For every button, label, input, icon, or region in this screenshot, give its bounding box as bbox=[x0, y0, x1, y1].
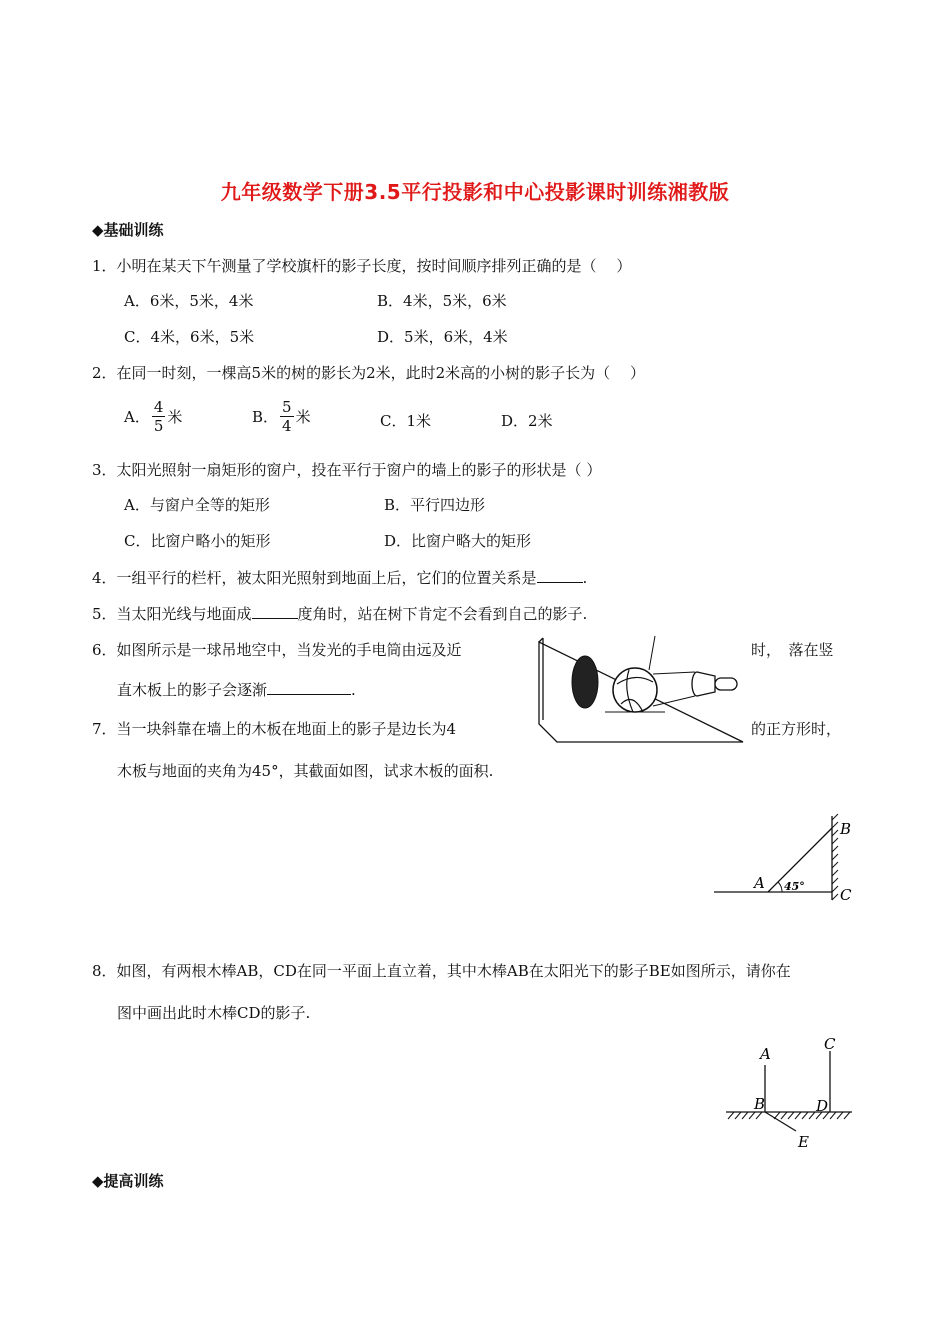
question-7-line-2: 木板与地面的夹角为45°，其截面如图，试求木板的面积. bbox=[117, 762, 494, 780]
option-unit: 米 bbox=[167, 408, 183, 426]
flashlight-neck bbox=[697, 672, 715, 696]
question-1-option-d: D．5米，6米，4米 bbox=[377, 328, 508, 346]
fraction-denominator: 4 bbox=[282, 417, 292, 435]
point-label-b: B bbox=[754, 1095, 766, 1113]
answer-blank bbox=[537, 568, 583, 583]
question-3-stem: 3．太阳光照射一扇矩形的窗户，投在平行于窗户的墙上的影子的形状是（ ） bbox=[92, 461, 602, 479]
fraction-denominator: 5 bbox=[153, 417, 164, 435]
question-8-line-2: 图中画出此时木棒CD的影子. bbox=[117, 1004, 311, 1022]
question-2-stem: 2．在同一时刻，一棵高5米的树的影长为2米，此时2米高的小树的影子长为（ ） bbox=[92, 364, 645, 382]
option-label: B． bbox=[252, 408, 279, 426]
flashlight-handle bbox=[715, 678, 737, 690]
question-5-pre: 5．当太阳光线与地面成 bbox=[92, 605, 252, 623]
question-7-line-1-left: 7．当一块斜靠在墙上的木板在地面上的影子是边长为4 bbox=[92, 720, 457, 738]
question-5 bbox=[92, 603, 587, 624]
string bbox=[649, 636, 655, 670]
fraction bbox=[280, 398, 294, 435]
ground-hatching bbox=[728, 1112, 850, 1119]
question-2-option-b bbox=[252, 398, 311, 435]
question-6-line-2 bbox=[117, 679, 356, 700]
question-2-option-c: C．1米 bbox=[380, 412, 432, 430]
point-label-c: C bbox=[824, 1035, 836, 1053]
question-4-text: 4．一组平行的栏杆，被太阳光照射到地面上后，它们的位置关系是 bbox=[92, 569, 537, 587]
fraction-numerator: 4 bbox=[153, 398, 164, 416]
fraction bbox=[152, 398, 166, 435]
point-label-d: D bbox=[816, 1097, 829, 1115]
flashlight-ball-figure bbox=[525, 632, 747, 744]
question-3-option-b: B．平行四边形 bbox=[384, 496, 486, 514]
point-label-b: B bbox=[840, 820, 852, 838]
two-sticks-figure bbox=[720, 1035, 870, 1150]
question-6-line-2-text: 直木板上的影子会逐渐 bbox=[117, 681, 268, 699]
question-7-line-1-right: 的正方形时， bbox=[751, 720, 842, 738]
question-5-post: 度角时，站在树下肯定不会看到自己的影子. bbox=[297, 605, 588, 623]
question-3-option-c: C．比窗户略小的矩形 bbox=[124, 532, 271, 550]
answer-blank bbox=[267, 680, 351, 695]
question-4 bbox=[92, 567, 587, 588]
point-label-e: E bbox=[798, 1133, 809, 1150]
question-1-option-b: B．4米，5米，6米 bbox=[377, 292, 507, 310]
section-heading-basic: ◆基础训练 bbox=[92, 221, 164, 239]
question-8-line-1: 8．如图，有两根木棒AB，CD在同一平面上直立着，其中木棒AB在太阳光下的影子BE如图所示，请你在 bbox=[92, 962, 791, 980]
point-label-a: A bbox=[754, 874, 765, 892]
question-1-option-c: C．4米，6米，5米 bbox=[124, 328, 255, 346]
question-6-line-2-end: . bbox=[351, 681, 356, 699]
question-3-option-d: D．比窗户略大的矩形 bbox=[384, 532, 532, 550]
question-6-line-1-left: 6．如图所示是一球吊地空中，当发光的手电筒由远及近 bbox=[92, 641, 462, 659]
ball bbox=[613, 668, 657, 712]
angle-label: 45° bbox=[784, 880, 805, 893]
point-label-a: A bbox=[760, 1045, 771, 1063]
question-4-end: . bbox=[582, 569, 588, 587]
question-1-option-a: A．6米，5米，4米 bbox=[124, 292, 254, 310]
question-1-stem: 1．小明在某天下午测量了学校旗杆的影子长度，按时间顺序排列正确的是（ ） bbox=[92, 257, 632, 275]
question-2-option-a bbox=[124, 398, 182, 435]
light-ray bbox=[653, 672, 695, 674]
question-3-option-a: A．与窗户全等的矩形 bbox=[124, 496, 270, 514]
answer-blank bbox=[252, 604, 298, 619]
option-unit: 米 bbox=[295, 408, 311, 426]
question-2-option-d: D．2米 bbox=[501, 412, 553, 430]
page-title: 九年级数学下册3.5平行投影和中心投影课时训练湘教版 bbox=[220, 180, 730, 204]
section-heading-advanced: ◆提高训练 bbox=[92, 1172, 164, 1190]
point-label-c: C bbox=[840, 886, 852, 904]
wall-hatching bbox=[832, 814, 838, 900]
angle-arc bbox=[778, 882, 782, 892]
board-wall-figure bbox=[710, 810, 870, 910]
fraction-numerator: 5 bbox=[282, 398, 292, 416]
option-label: A． bbox=[124, 408, 150, 426]
question-6-line-1-right: 时， 落在竖 bbox=[751, 641, 834, 659]
